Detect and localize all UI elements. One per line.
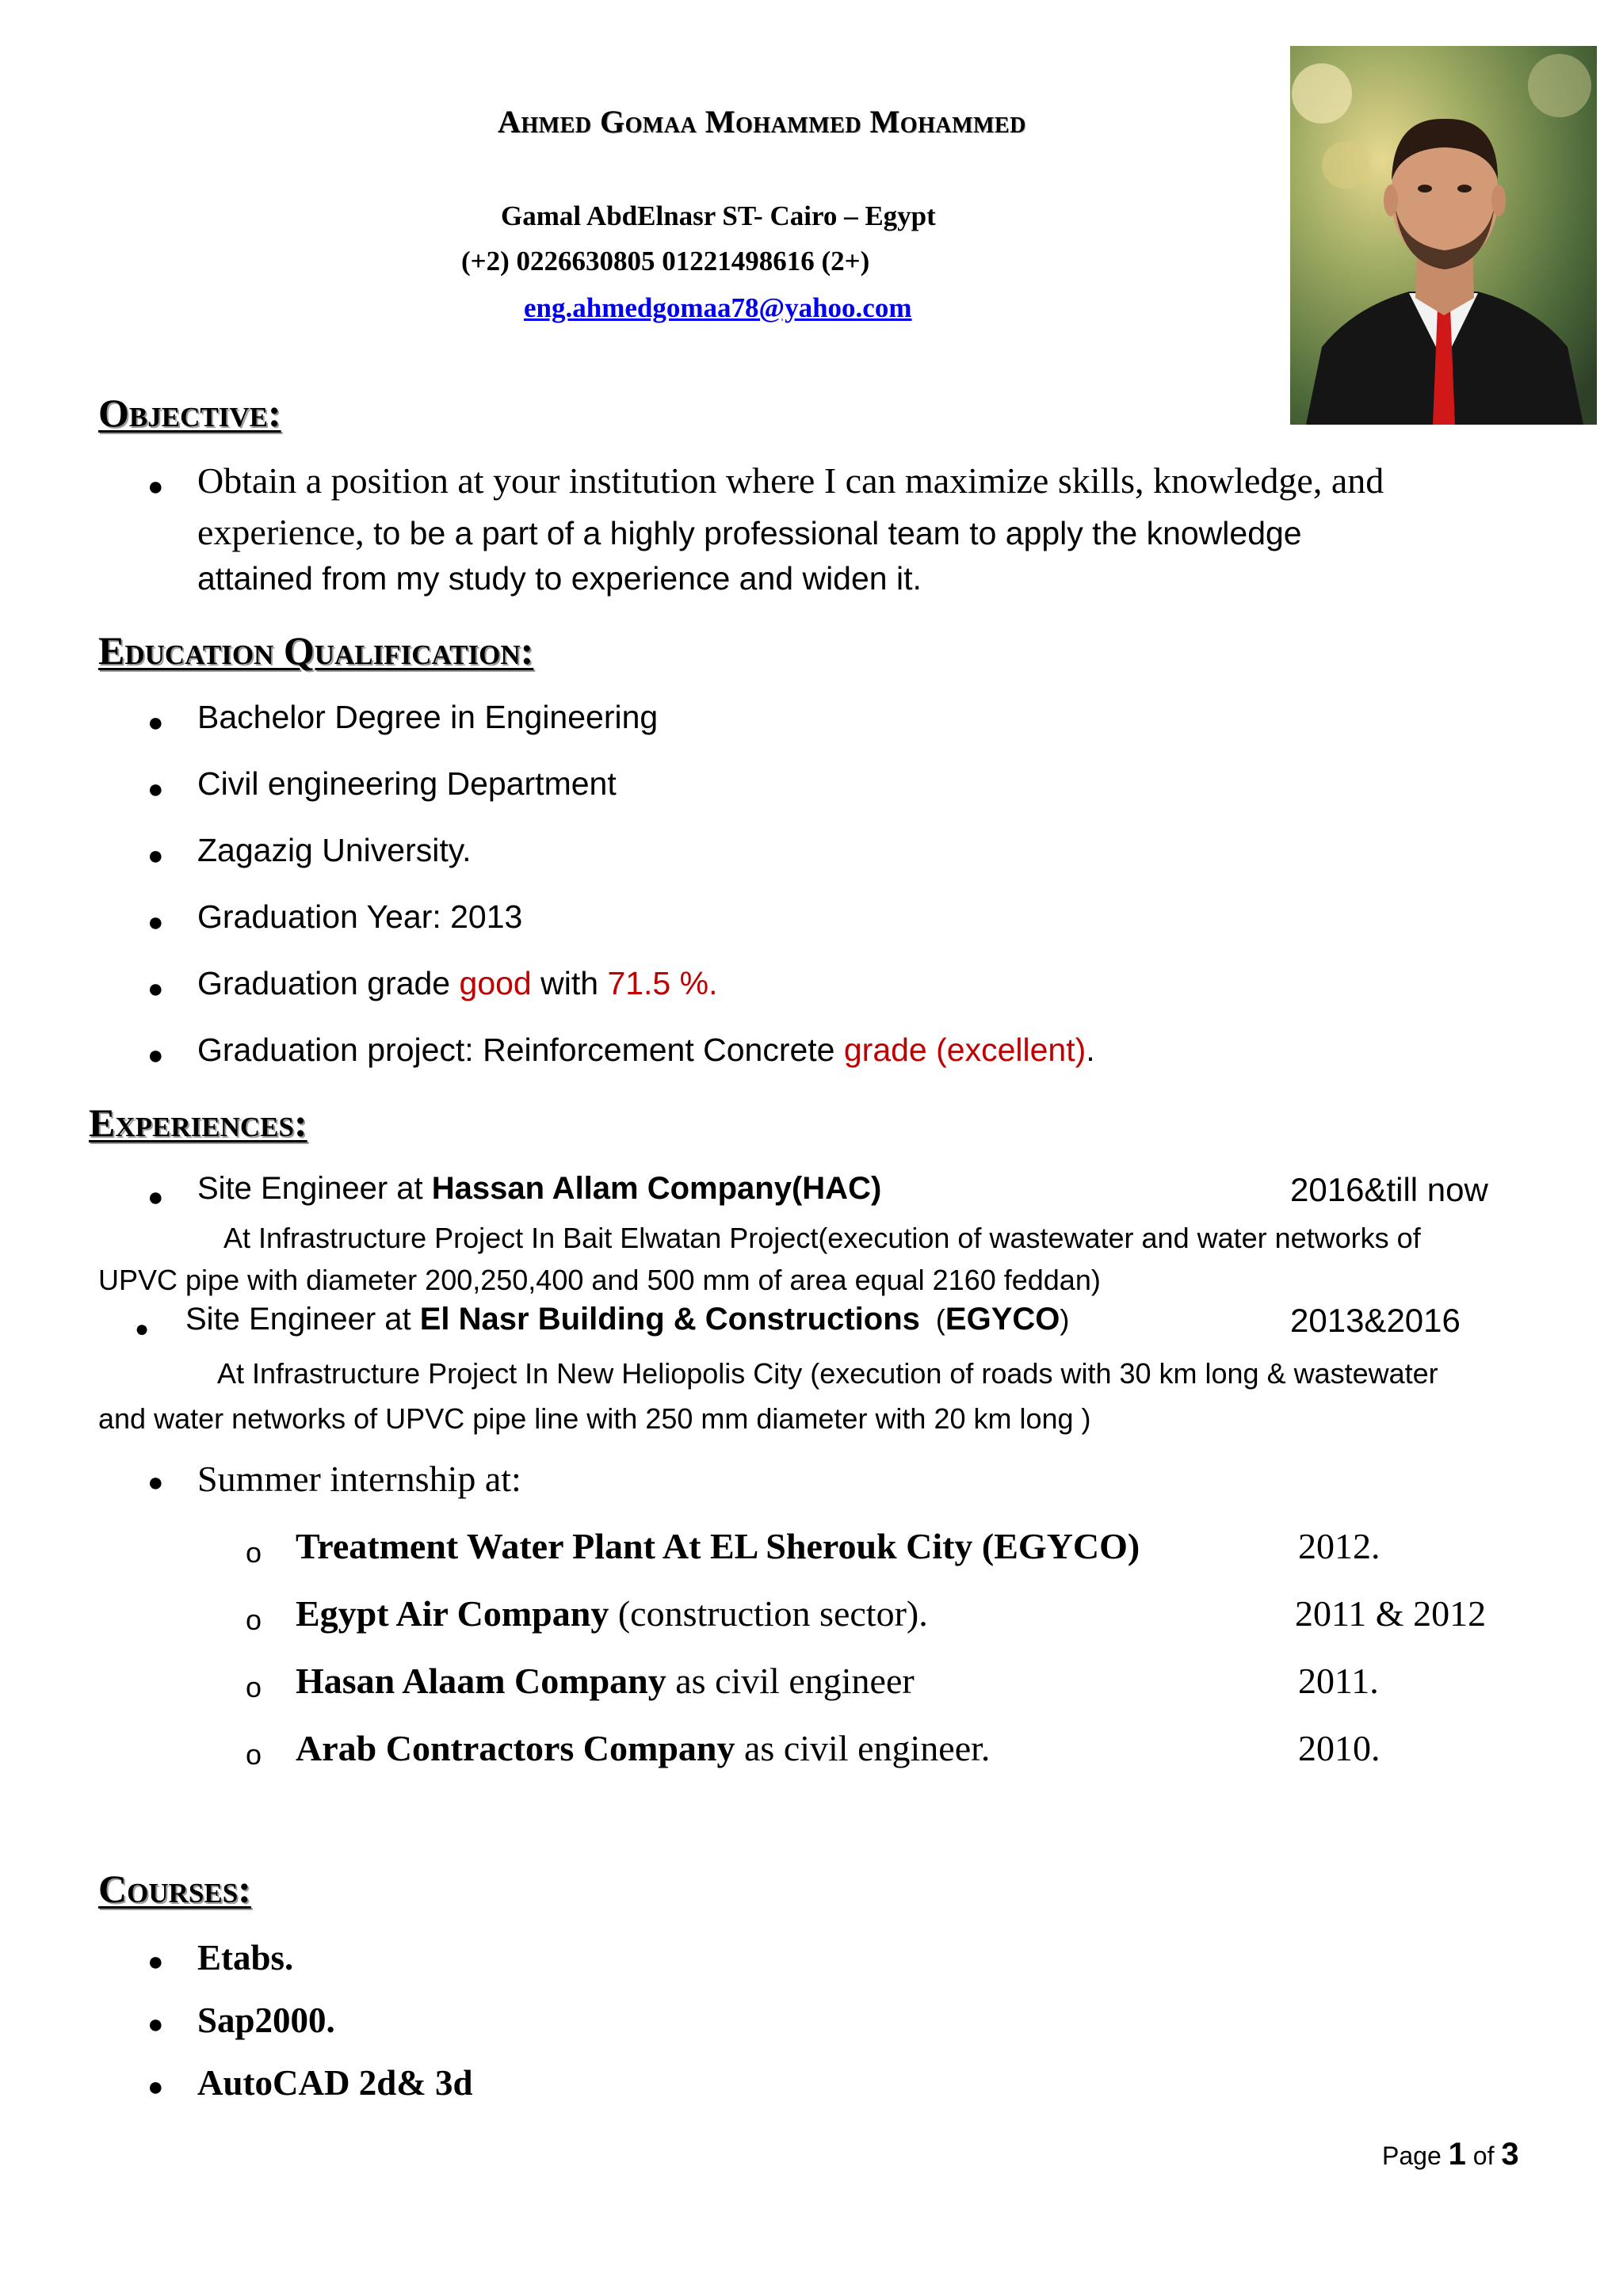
- job-prefix: Site Engineer at: [185, 1302, 420, 1337]
- job-detail: UPVC pipe with diameter 200,250,400 and 500 mm of area equal 2160 feddan): [98, 1264, 1101, 1296]
- internship-year: 2012.: [1298, 1526, 1381, 1566]
- internship-year: 2011.: [1298, 1661, 1379, 1701]
- page-word: Page: [1382, 2142, 1449, 2170]
- circle-bullet-icon: o: [246, 1738, 262, 1771]
- circle-bullet-icon: o: [246, 1671, 262, 1703]
- of-word: of: [1465, 2142, 1502, 2170]
- course-item: AutoCAD 2d& 3d: [197, 2063, 473, 2103]
- internship-company: Egypt Air Company: [296, 1593, 609, 1634]
- job-company: El Nasr Building & Constructions: [419, 1302, 920, 1337]
- internship-item: [296, 1660, 915, 1702]
- bullet-icon: ●: [147, 841, 164, 871]
- phone-numbers: (+2) 0226630805 01221498616 (2+): [461, 246, 870, 277]
- bullet-icon: ●: [147, 2010, 164, 2039]
- grade-value: 71.5 %.: [607, 965, 718, 1001]
- bullet-icon: ●: [147, 908, 164, 937]
- bullet-icon: ●: [147, 1041, 164, 1070]
- objective-line-2-serif: experience,: [197, 512, 365, 552]
- page-number: [1382, 2137, 1519, 2172]
- internship-company: Arab Contractors Company: [296, 1728, 735, 1768]
- bullet-icon: ●: [147, 1468, 164, 1497]
- job-detail: At Infrastructure Project In Bait Elwatan Project(execution of wastewater and water networks of: [223, 1222, 1421, 1254]
- objective-heading: Objective:: [98, 391, 281, 435]
- bullet-icon: ●: [147, 708, 164, 738]
- job-company: Hassan Allam Company(HAC): [431, 1171, 882, 1206]
- education-item: Graduation Year: 2013: [197, 898, 523, 935]
- education-item: Bachelor Degree in Engineering: [197, 699, 659, 735]
- internship-item: [296, 1727, 990, 1769]
- internship-company: Hasan Alaam Company: [296, 1661, 666, 1701]
- internship-rest: as civil engineer: [666, 1661, 915, 1701]
- internship-item: [296, 1592, 928, 1634]
- candidate-name: Ahmed Gomaa Mohammed Mohammed: [498, 104, 1026, 139]
- paren-open: (: [919, 1303, 945, 1336]
- education-item: Zagazig University.: [197, 832, 472, 868]
- project-suffix: .: [1086, 1032, 1095, 1068]
- experience-heading: Experiences:: [89, 1100, 307, 1145]
- email-link[interactable]: eng.ahmedgomaa78@yahoo.com: [524, 292, 912, 323]
- graduation-project: [197, 1032, 1095, 1069]
- job-prefix: Site Engineer at: [197, 1171, 432, 1206]
- internship-rest: (construction sector).: [609, 1593, 928, 1634]
- objective-line-2-sans: to be a part of a highly professional team to apply the knowledge: [364, 515, 1302, 551]
- internship-year: 2010.: [1298, 1728, 1381, 1768]
- paren-close: ): [1060, 1303, 1070, 1336]
- course-item: Sap2000.: [197, 2000, 335, 2040]
- job-title: [185, 1302, 1069, 1337]
- education-heading: Education Qualification:: [98, 628, 534, 673]
- job-detail: and water networks of UPVC pipe line with 250 mm diameter with 20 km long ): [98, 1402, 1091, 1435]
- job-abbr: EGYCO: [945, 1302, 1060, 1337]
- bullet-icon: ●: [147, 2073, 164, 2102]
- objective-line-1: Obtain a position at your institution where I can maximize skills, knowledge, and: [197, 460, 1384, 501]
- internship-year: 2011 & 2012: [1295, 1593, 1487, 1634]
- course-item: Etabs.: [197, 1938, 294, 1978]
- bullet-icon: ●: [147, 775, 164, 804]
- project-grade: grade (excellent): [843, 1032, 1086, 1068]
- profile-photo: [1290, 46, 1597, 425]
- objective-line-2: [197, 511, 1302, 553]
- graduation-grade: [197, 965, 717, 1002]
- grade-mid: with: [531, 965, 608, 1001]
- total-pages: 3: [1501, 2137, 1519, 2172]
- internship-label: Summer internship at:: [197, 1459, 521, 1499]
- bullet-icon: ●: [135, 1316, 150, 1342]
- job-title: [197, 1171, 881, 1207]
- job-years: 2013&2016: [1290, 1302, 1461, 1339]
- grade-prefix: Graduation grade: [197, 965, 460, 1001]
- objective-line-3: attained from my study to experience and widen it.: [197, 560, 922, 597]
- courses-heading: Courses:: [98, 1867, 251, 1911]
- internship-item: [296, 1525, 1140, 1567]
- bullet-icon: ●: [147, 1183, 164, 1212]
- bullet-icon: ●: [147, 974, 164, 1004]
- internship-rest: as civil engineer.: [735, 1728, 991, 1768]
- circle-bullet-icon: o: [246, 1604, 262, 1636]
- internship-company: Treatment Water Plant At EL Sherouk City (EGYCO): [296, 1526, 1140, 1566]
- bullet-icon: ●: [147, 472, 164, 502]
- current-page: 1: [1448, 2137, 1466, 2172]
- job-detail: At Infrastructure Project In New Heliopolis City (execution of roads with 30 km long & wastewater: [217, 1357, 1438, 1390]
- project-prefix: Graduation project: Reinforcement Concrete: [197, 1032, 844, 1068]
- circle-bullet-icon: o: [246, 1536, 262, 1569]
- address: Gamal AbdElnasr ST- Cairo – Egypt: [501, 200, 936, 231]
- job-years: 2016&till now: [1290, 1171, 1488, 1208]
- education-item: Civil engineering Department: [197, 765, 617, 802]
- grade-word: good: [459, 965, 532, 1001]
- bullet-icon: ●: [147, 1947, 164, 1977]
